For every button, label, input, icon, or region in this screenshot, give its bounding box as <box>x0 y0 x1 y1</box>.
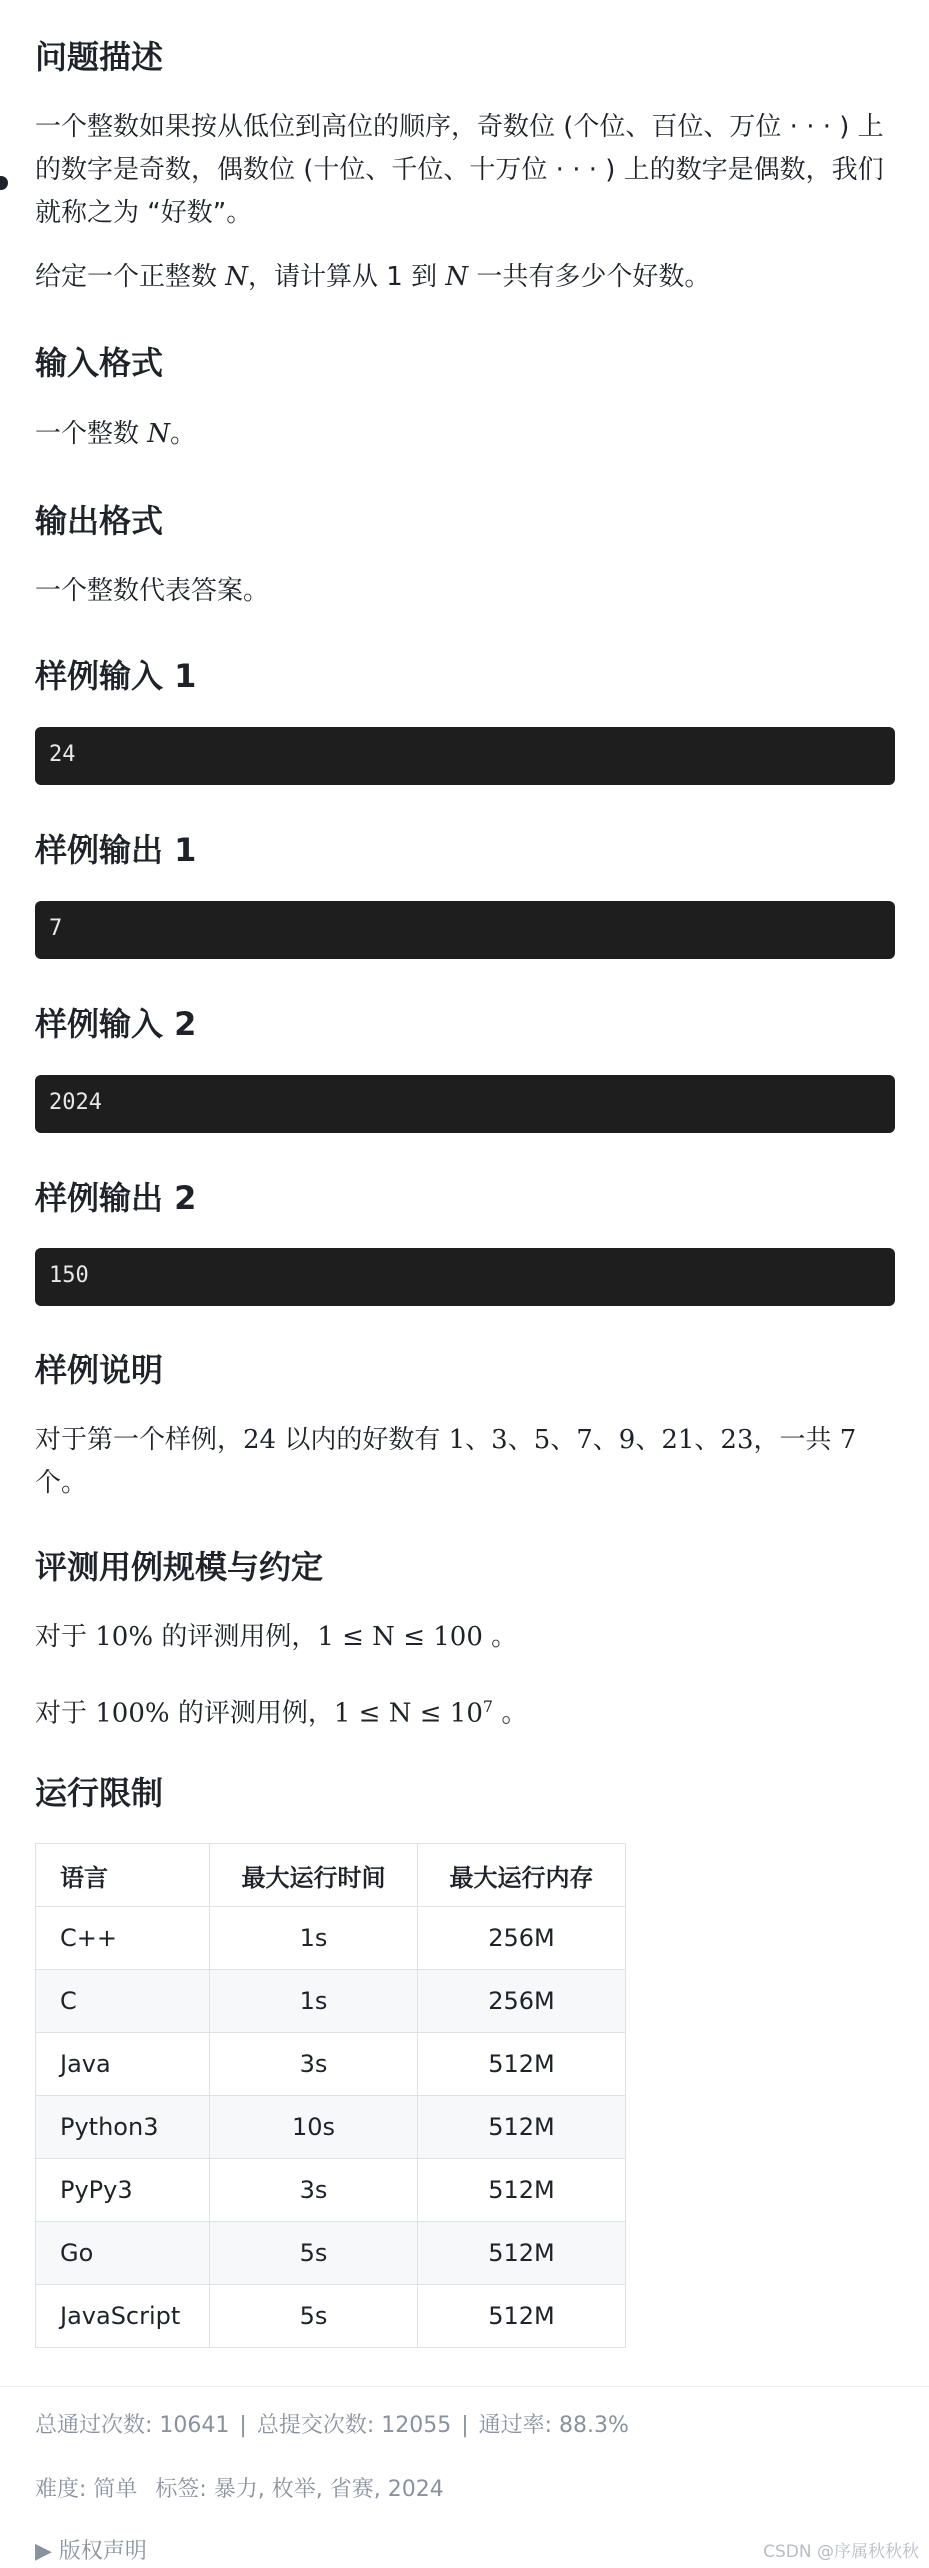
stats-bar <box>35 2408 629 2439</box>
cell-language: C++ <box>36 1907 210 1970</box>
cell-time: 3s <box>210 2159 418 2222</box>
footer-divider <box>0 2386 929 2387</box>
cell-time: 5s <box>210 2222 418 2285</box>
sample-output-2-title: 样例输出 2 <box>35 1179 197 1217</box>
input-format-title: 输入格式 <box>35 344 164 382</box>
difficulty-label: 难度: 简单 <box>35 2477 138 2502</box>
cell-memory: 256M <box>418 1907 626 1970</box>
side-bullet-icon <box>0 176 8 190</box>
cell-time: 10s <box>210 2096 418 2159</box>
stat-separator: | <box>239 2413 247 2438</box>
cell-memory: 256M <box>418 1970 626 2033</box>
header-memory: 最大运行内存 <box>418 1844 626 1907</box>
sample-output-1-code[interactable]: 7 <box>35 901 895 959</box>
cell-memory: 512M <box>418 2285 626 2348</box>
meta-bar <box>35 2472 444 2503</box>
table-row <box>36 2222 626 2285</box>
sample-output-2-code[interactable]: 150 <box>35 1248 895 1306</box>
stat-total-submit: 总提交次数: 12055 <box>256 2413 452 2438</box>
table-row <box>36 2159 626 2222</box>
cell-memory: 512M <box>418 2222 626 2285</box>
table-row <box>36 1970 626 2033</box>
sample-input-2-code[interactable]: 2024 <box>35 1075 895 1133</box>
scale-title: 评测用例规模与约定 <box>35 1548 324 1586</box>
output-format-text: 一个整数代表答案。 <box>35 576 270 606</box>
stat-separator: | <box>461 2413 469 2438</box>
scale-line2: 对于 100% 的评测用例，$1 \le N \le 10^7$ 。 <box>35 1697 528 1729</box>
cell-time: 3s <box>210 2033 418 2096</box>
table-row <box>36 1907 626 1970</box>
sample-explain-title: 样例说明 <box>35 1351 164 1389</box>
cell-language: JavaScript <box>36 2285 210 2348</box>
problem-desc-line2: 的数字是奇数，偶数位 (十位、千位、十万位 · · · ) 上的数字是偶数，我们 <box>35 155 884 185</box>
limits-table-header <box>36 1844 626 1907</box>
stat-total-pass: 总通过次数: 10641 <box>35 2413 230 2438</box>
sample-explain-line2: 个。 <box>35 1468 88 1498</box>
cell-time: 1s <box>210 1907 418 1970</box>
limits-table <box>35 1843 626 2348</box>
sample-input-2-title: 样例输入 2 <box>35 1005 197 1043</box>
cell-language: Java <box>36 2033 210 2096</box>
sample-input-1-code[interactable]: 24 <box>35 727 895 785</box>
cell-time: 5s <box>210 2285 418 2348</box>
cell-memory: 512M <box>418 2096 626 2159</box>
csdn-watermark: CSDN @序属秋秋秋 <box>763 2542 919 2562</box>
input-format-text: 一个整数 N。 <box>35 419 197 449</box>
cell-language: Python3 <box>36 2096 210 2159</box>
cell-language: C <box>36 1970 210 2033</box>
sample-input-1-title: 样例输入 1 <box>35 657 197 695</box>
limits-title: 运行限制 <box>35 1774 164 1812</box>
scale-line1: 对于 10% 的评测用例，1 ≤ N ≤ 100 。 <box>35 1622 518 1652</box>
cell-memory: 512M <box>418 2159 626 2222</box>
header-language: 语言 <box>36 1844 210 1907</box>
cell-memory: 512M <box>418 2033 626 2096</box>
copyright-toggle[interactable]: ▶ 版权声明 <box>35 2539 147 2564</box>
cell-language: PyPy3 <box>36 2159 210 2222</box>
problem-desc-line3: 就称之为 “好数”。 <box>35 198 253 228</box>
cell-time: 1s <box>210 1970 418 2033</box>
table-row <box>36 2285 626 2348</box>
problem-desc-para2: 给定一个正整数 N，请计算从 1 到 N 一共有多少个好数。 <box>35 262 711 292</box>
table-row <box>36 2096 626 2159</box>
output-format-title: 输出格式 <box>35 502 164 540</box>
header-time: 最大运行时间 <box>210 1844 418 1907</box>
problem-desc-line1: 一个整数如果按从低位到高位的顺序，奇数位 (个位、百位、万位 · · · ) 上 <box>35 112 884 142</box>
stat-pass-rate: 通过率: 88.3% <box>478 2413 629 2438</box>
table-row <box>36 2033 626 2096</box>
sample-explain-line1: 对于第一个样例，24 以内的好数有 1、3、5、7、9、21、23，一共 7 <box>35 1425 857 1455</box>
cell-language: Go <box>36 2222 210 2285</box>
problem-title: 问题描述 <box>35 38 164 76</box>
sample-output-1-title: 样例输出 1 <box>35 831 197 869</box>
tags-label[interactable]: 标签: 暴力, 枚举, 省赛, 2024 <box>155 2477 444 2502</box>
